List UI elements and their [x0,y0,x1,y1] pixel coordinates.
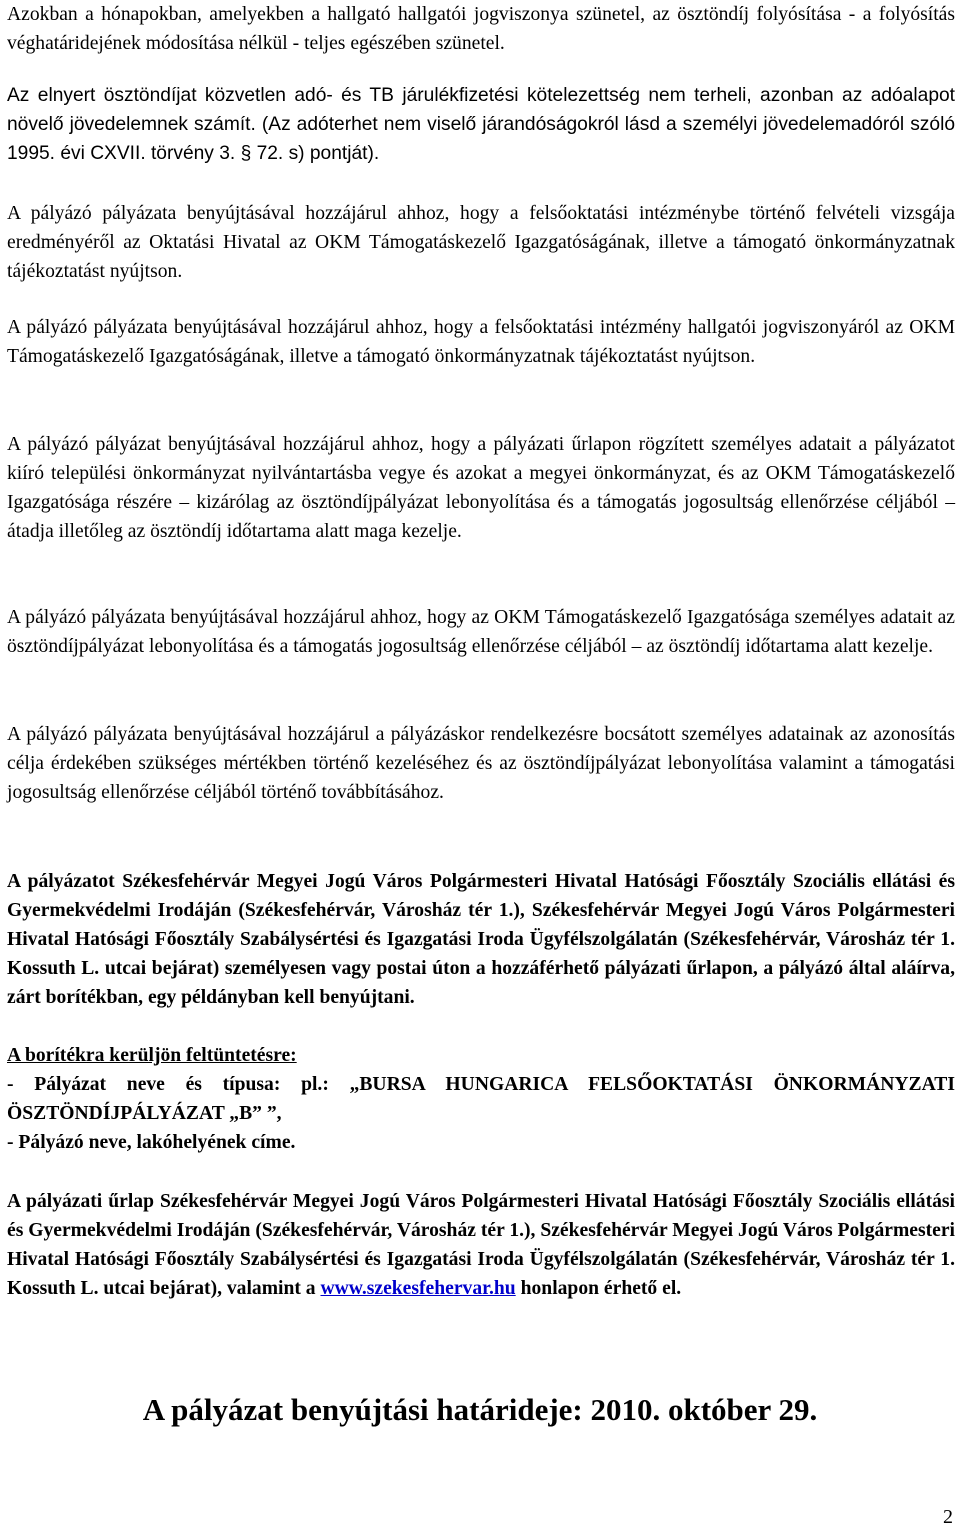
paragraph-submission: A pályázatot Székesfehérvár Megyei Jogú Város Polgármesteri Hivatal Hatósági Főosztály Szociális ellátási és Gyermekvédelmi Irodáján (Székesfehérvár, Városház tér 1.), Székesfehérvár Megyei Jogú Város Polgármesteri Hivatal Hatósági Főosztály Szabálysértési és Igazgatási Iroda Ügyfélszolgálatán (Székesfehérvár, Városház tér 1. Kossuth L. utcai bejárat) személyesen vagy postai úton a hozzáférhető pályázati űrlapon, a pályázó által aláírva, zárt borítékban, egy példányban kell benyújtani. [7,871,955,1008]
form-availability-end: honlapon érhető el. [515,1278,682,1299]
website-link[interactable]: www.szekesfehervar.hu [320,1278,516,1299]
paragraph-tax [7,81,955,168]
envelope-item-name-type: - Pályázat neve és típusa: pl.: „BURSA HUNGARICA FELSŐOKTATÁSI ÖNKORMÁNYZATI ÖSZTÖNDÍJPÁLYÁZAT „B” ”, [7,1074,955,1124]
paragraph-suspension: Azokban a hónapokban, amelyekben a hallgató hallgatói jogviszonya szünetel, az ösztöndíj folyósítása - a folyósítás véghatáridejének módosítása nélkül - teljes egészében szünetel. [7,4,955,54]
envelope-item-applicant: - Pályázó neve, lakóhelyének címe. [7,1132,296,1153]
tax-text: Az elnyert ösztöndíjat közvetlen adó- és TB járulékfizetési kötelezettség nem terheli, azonban az adóalapot növelő jövedelemnek számít. [7,85,955,135]
paragraph-consent-okm: A pályázó pályázata benyújtásával hozzájárul ahhoz, hogy az OKM Támogatáskezelő Igazgatósága személyes adatait az ösztöndíjpályázat lebonyolítása és a támogatás jogosultság ellenőrzése céljából – az ösztöndíj időtartama alatt kezelje. [7,607,955,657]
paragraph-form-availability [7,1187,955,1303]
form-availability-text: A pályázati űrlap Székesfehérvár Megyei Jogú Város Polgármesteri Hivatal Hatósági Főosztály Szociális ellátási és Gyermekvédelmi Irodáján (Székesfehérvár, Városház tér 1.), Székesfehérvár Megyei Jogú Város Polgármesteri Hivatal Hatósági Főosztály Szabálysértési és Igazgatási Iroda Ügyfélszolgálatán (Székesfehérvár, Városház tér 1. Kossuth L. utcai bejárat), valamint a [7,1191,955,1299]
envelope-block [7,1041,955,1157]
paragraph-consent-admission: A pályázó pályázata benyújtásával hozzájárul ahhoz, hogy a felsőoktatási intézménybe történő felvételi vizsgája eredményéről az Oktatási Hivatal az OKM Támogatáskezelő Igazgatóságának, illetve a támogató önkormányzatnak tájékoztatást nyújtson. [7,203,955,282]
envelope-heading: A borítékra kerüljön feltüntetésre: [7,1045,297,1066]
paragraph-consent-data-handling: A pályázó pályázat benyújtásával hozzájárul ahhoz, hogy a pályázati űrlapon rögzített személyes adatait a pályázatot kiíró települési önkormányzat nyilvántartásba vegye és azokat a megyei önkormányzat, és az OKM Támogatáskezelő Igazgatósága részére – kizárólag az ösztöndíjpályázat lebonyolítása és a támogatás jogosultság ellenőrzése céljából – átadja illetőleg az ösztöndíj időtartama alatt maga kezelje. [7,434,955,542]
paragraph-consent-transfer: A pályázó pályázata benyújtásával hozzájárul a pályázáskor rendelkezésre bocsátott személyes adatainak az azonosítás célja érdekében szükséges mértékben történő kezeléséhez és az ösztöndíjpályázat lebonyolítása valamint a támogatási jogosultság ellenőrzése céljából történő továbbításához. [7,724,955,803]
tax-law-reference: (Az adóterhet nem viselő járandóságokról lásd a személyi jövedelemadóról szóló 1995. évi CXVII. törvény 3. § 72. s) pontját). [7,114,956,164]
paragraph-consent-enrollment: A pályázó pályázata benyújtásával hozzájárul ahhoz, hogy a felsőoktatási intézmény hallgatói jogviszonyáról az OKM Támogatáskezelő Igazgatóságának, illetve a támogató önkormányzatnak tájékoztatást nyújtson. [7,317,955,367]
page-number: 2 [943,1506,953,1528]
deadline-heading: A pályázat benyújtási határideje: 2010. október 29. [142,1392,818,1427]
